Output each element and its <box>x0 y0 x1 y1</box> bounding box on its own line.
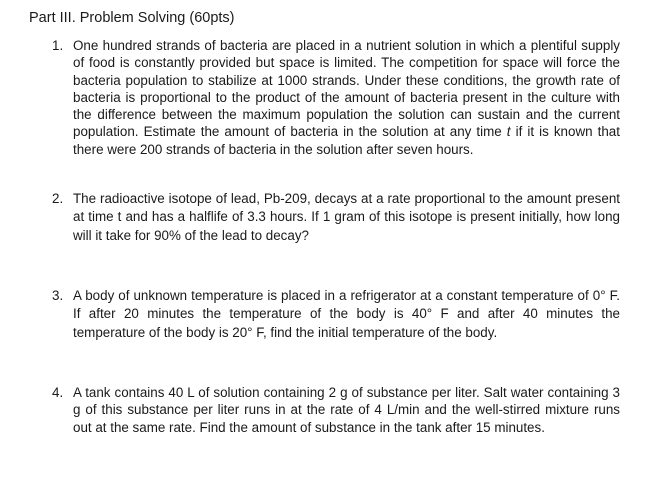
section-heading <box>29 9 235 27</box>
problem-number: 3. <box>52 288 64 303</box>
problem-text: A tank contains 40 L of solution containing 2 g of substance per liter. Salt water containing 3 g of this substance per liter runs in at the rate of 4 L/min and the well-stirred mixture runs out at the same rate. Find the amount of substance in the tank after 15 minutes. <box>73 385 620 435</box>
problem-item-1 <box>52 37 620 158</box>
problem-text-part-2: if it is known that there were 200 strands of bacteria in the solution after seven hours. <box>73 124 620 157</box>
problem-number: 1. <box>52 38 64 53</box>
section-points: (60pts) <box>189 10 235 26</box>
time-variable: t <box>506 124 511 140</box>
problem-text: A body of unknown temperature is placed in a refrigerator at a constant temperature of 0° F. If after 20 minutes the temperature of the body is 40° F and after 40 minutes the temperature of the body is 20° F, find the initial temperature of the body. <box>73 288 620 340</box>
problem-item-2 <box>52 190 620 245</box>
problem-item-3 <box>52 287 620 342</box>
section-title: Part III. Problem Solving <box>29 10 186 26</box>
problem-item-4 <box>52 384 620 436</box>
problem-number: 4. <box>52 385 64 400</box>
problem-text-part-1: One hundred strands of bacteria are placed in a nutrient solution in which a plentiful supply of food is constantly provided but space is limited. The competition for space will force the bacteria population to stabilize at 1000 strands. Under these conditions, the growth rate of bacteria is proportional to the product of the amount of bacteria present in the culture with the difference between the maximum population the solution can sustain and the current population. Estimate the amount of bacteria in the solution at any time <box>73 38 620 140</box>
problem-number: 2. <box>52 191 64 206</box>
problem-text: The radioactive isotope of lead, Pb-209, decays at a rate proportional to the amount present at time t and has a halflife of 3.3 hours. If 1 gram of this isotope is present initially, how long will it take for 90% of the lead to decay? <box>73 191 620 243</box>
problem-text <box>73 37 620 158</box>
